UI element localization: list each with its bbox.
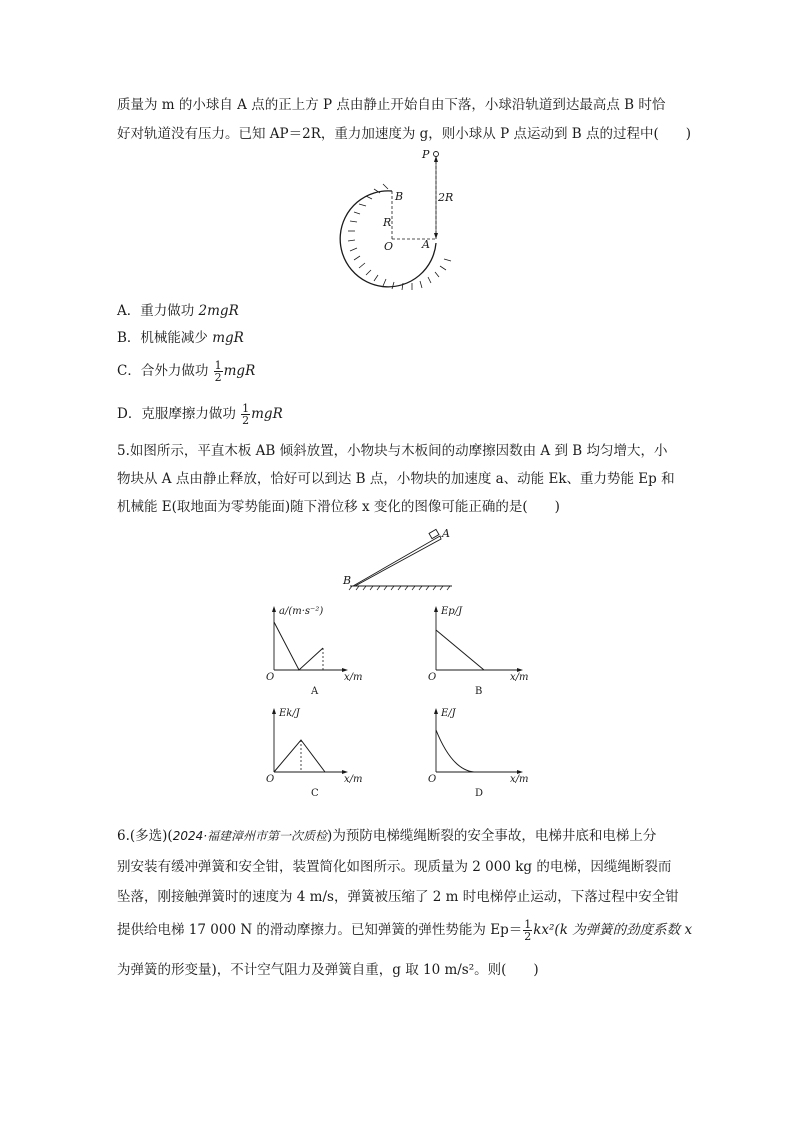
label-b: B (395, 190, 404, 203)
graph-d-xlabel: x/m (510, 774, 529, 785)
q6-stem-line-5: 为弹簧的形变量)，不计空气阻力及弹簧自重，g 取 10 m/s²。则( ) (117, 962, 539, 978)
q6-stem-line-1 (117, 826, 656, 846)
q4-option-b[interactable] (117, 328, 244, 348)
graph-c-label: C (311, 788, 319, 799)
ball-p (434, 152, 439, 157)
q5-stem-line-1: 5.如图所示，平直木板 AB 倾斜放置，小物块与木板间的动摩擦因数由 A 到 B 均匀增大，小 (117, 443, 668, 459)
graph-b-curve (436, 630, 484, 670)
graph-c-xlabel: x/m (344, 774, 363, 785)
option-d-value: mgR (251, 406, 283, 422)
q6-line1-rest: )为预防电梯缆绳断裂的安全事故，电梯井底和电梯上分 (327, 828, 657, 844)
graph-a-ylabel: a/(m·s⁻²) (279, 606, 324, 617)
graph-d-curve (436, 730, 474, 772)
q4-option-a[interactable] (117, 301, 239, 321)
graph-b[interactable] (426, 600, 536, 700)
option-b-text: B．机械能减少 (117, 330, 213, 346)
graph-b-label: B (475, 686, 483, 697)
q6-line4-rest: kx²(k 为弹簧的劲度系数 x (533, 922, 693, 938)
incline-label-a: A (442, 527, 450, 540)
graph-a-label: A (311, 686, 319, 697)
q4-option-d[interactable] (117, 403, 283, 426)
q5-stem-line-3: 机械能 E(取地面为零势能面)随下滑位移 x 变化的图像可能正确的是( ) (117, 499, 560, 515)
option-a-text: A．重力做功 (117, 303, 199, 319)
graph-c-ylabel: Ek/J (279, 708, 300, 719)
q6-source: 2024·福建漳州市第一次质检 (172, 829, 328, 843)
label-r: R (383, 216, 392, 229)
fraction-half: $\frac{1}{2}$ (524, 918, 532, 943)
graph-c-curve (274, 740, 325, 772)
option-b-value: mgR (212, 330, 244, 346)
graph-b-ylabel: Ep/J (441, 606, 463, 617)
option-a-value: 2mgR (198, 303, 239, 319)
q6-stem-line-2: 别安装有缓冲弹簧和安全钳，装置简化如图所示。现质量为 2 000 kg 的电梯，因缆绳断裂而 (117, 859, 672, 875)
q6-stem-line-3: 坠落，刚接触弹簧时的速度为 4 m/s，弹簧被压缩了 2 m 时电梯停止运动，下落过程中安全钳 (117, 889, 679, 905)
graph-a-origin: O (266, 672, 275, 683)
option-d-text: D．克服摩擦力做功 (117, 406, 241, 422)
graph-d-ylabel: E/J (441, 708, 456, 719)
graph-a-curve (274, 622, 323, 670)
graph-b-xlabel: x/m (510, 672, 529, 683)
q4-track-figure (330, 140, 490, 300)
q6-line4-text: 提供给电梯 17 000 N 的滑动摩擦力。已知弹簧的弹性势能为 Ep＝ (117, 922, 523, 938)
q4-stem-line-1: 质量为 m 的小球自 A 点的正上方 P 点由静止开始自由下落，小球沿轨道到达最高点 B 时恰 (117, 97, 666, 113)
label-o: O (384, 240, 394, 253)
graph-c[interactable] (264, 702, 374, 802)
label-2r: 2R (438, 191, 454, 204)
graph-d[interactable] (426, 702, 536, 802)
graph-d-origin: O (428, 774, 437, 785)
q5-stem-line-2: 物块从 A 点由静止释放，恰好可以到达 B 点，小物块的加速度 a、动能 Ek、重力势能 Ep 和 (117, 471, 675, 487)
graph-a-xlabel: x/m (344, 672, 363, 683)
option-c-text: C．合外力做功 (117, 363, 213, 379)
fraction-half: $\frac{1}{2}$ (214, 359, 222, 384)
q6-prefix: 6.(多选)( (117, 828, 173, 844)
q4-stem-line-2: 好对轨道没有压力。已知 AP＝2R，重力加速度为 g，则小球从 P 点运动到 B 点的过程中( ) (117, 126, 692, 142)
graph-b-origin: O (428, 672, 437, 683)
graph-d-label: D (475, 788, 484, 799)
q6-stem-line-4 (117, 919, 692, 942)
label-a: A (422, 238, 430, 251)
graph-c-origin: O (266, 774, 275, 785)
plank-ab (353, 536, 441, 586)
label-p: P (422, 148, 430, 161)
fraction-half: $\frac{1}{2}$ (242, 402, 250, 427)
graph-a[interactable] (264, 600, 374, 700)
incline-label-b: B (343, 574, 352, 587)
incline-figure (340, 522, 460, 594)
q4-option-c[interactable] (117, 360, 255, 383)
option-c-value: mgR (223, 363, 256, 379)
ground-hatching (349, 586, 450, 590)
